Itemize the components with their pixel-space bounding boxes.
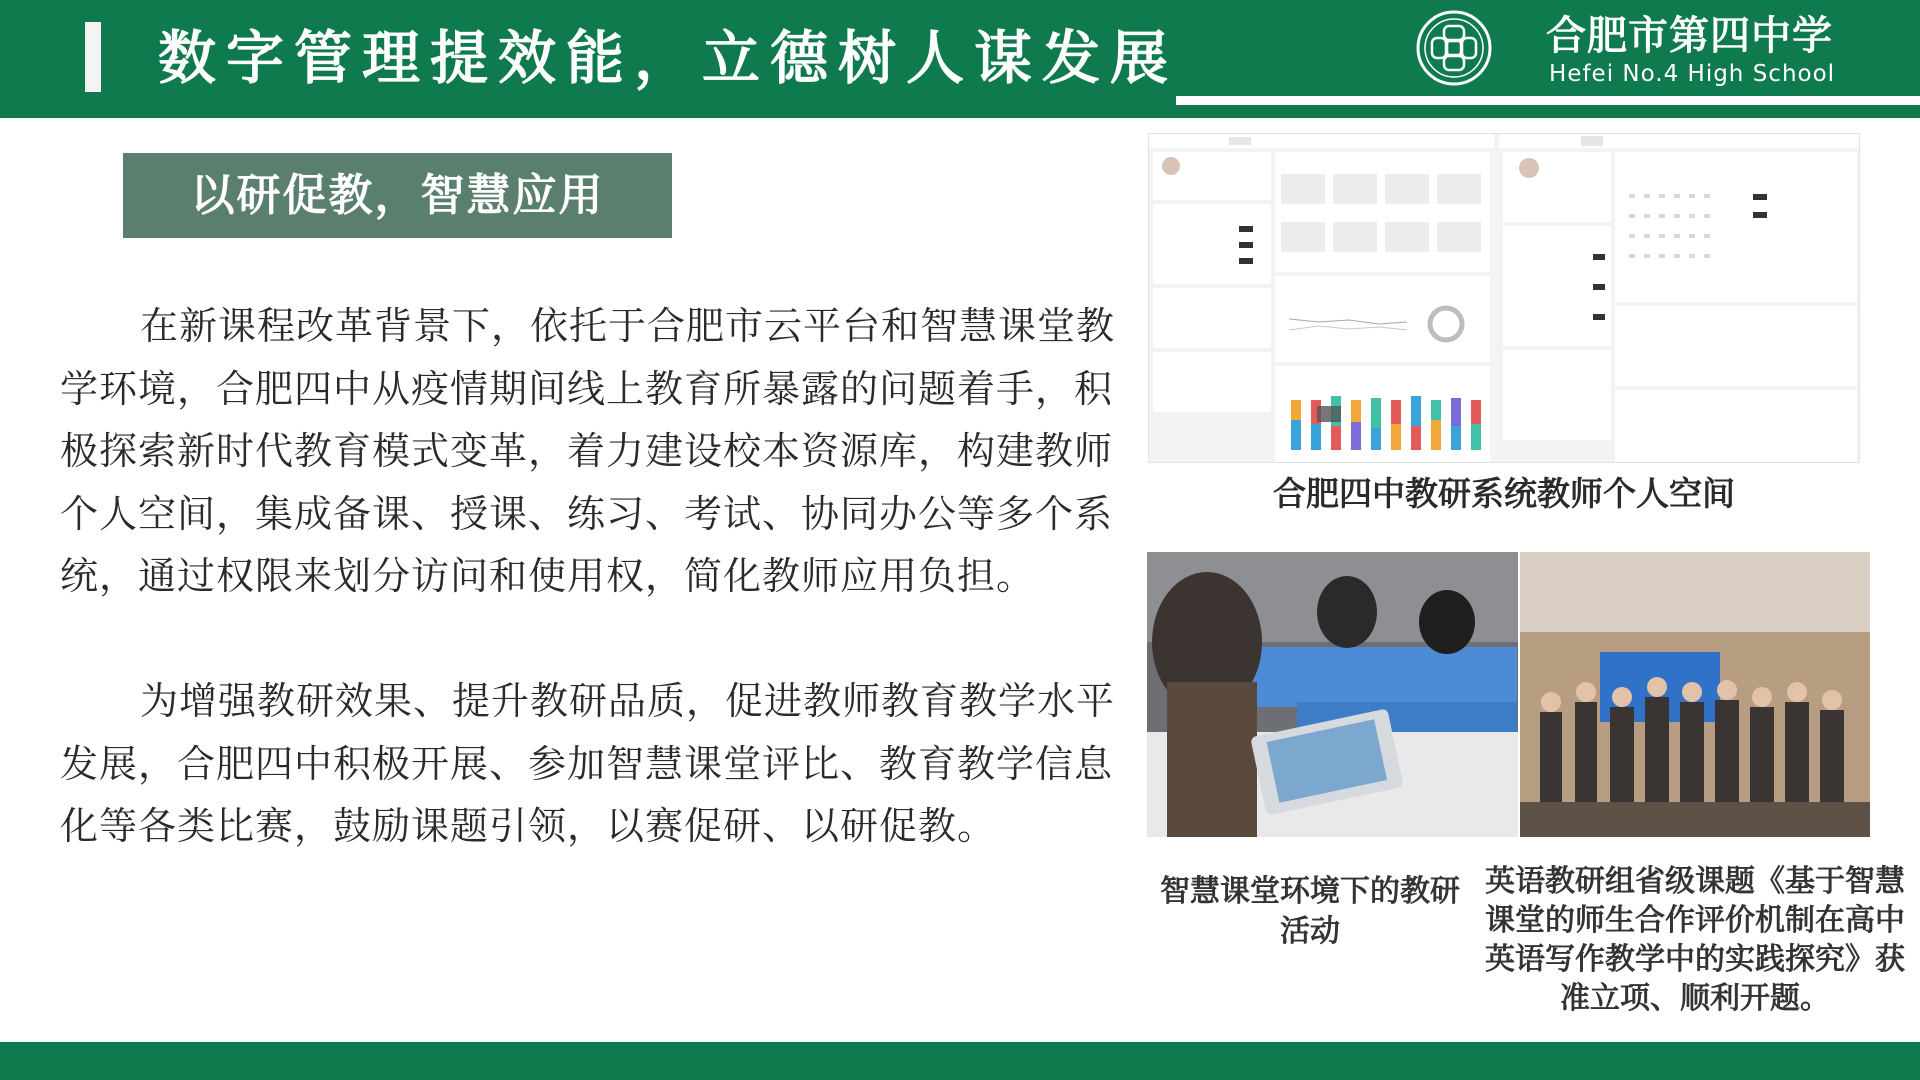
project-opening-group-photo-graphic (1520, 552, 1870, 837)
teacher-space-screenshot-graphic (1149, 134, 1860, 463)
header-banner (0, 0, 1920, 118)
body-paragraph-2: 为增强教研效果、提升教研品质，促进教师教育教学水平发展，合肥四中积极开展、参加智慧课堂评比、教育教学信息化等各类比赛，鼓励课题引领，以赛促研、以研促教。 (60, 679, 1116, 848)
project-opening-group-photo (1520, 552, 1870, 837)
school-seal-icon (1414, 8, 1494, 88)
teacher-space-screenshot (1148, 133, 1860, 463)
photo1-caption: 智慧课堂环境下的教研活动 (1160, 874, 1460, 949)
photo2-caption: 英语教研组省级课题《基于智慧课堂的师生合作评价机制在高中英语写作教学中的实践探究》获准立项、顺利开题。 (1485, 864, 1905, 1016)
classroom-research-photo (1147, 552, 1518, 837)
footer-band (0, 1042, 1920, 1080)
header-divider-line (1176, 96, 1920, 105)
classroom-research-photo-graphic (1147, 552, 1518, 837)
body-paragraph-1: 在新课程改革背景下，依托于合肥市云平台和智慧课堂教学环境，合肥四中从疫情期间线上教育所暴露的问题着手，积极探索新时代教育模式变革，着力建设校本资源库，构建教师个人空间，集成备课、授课、练习、考试、协同办公等多个系统，通过权限来划分访问和使用权，简化教师应用负担。 (60, 304, 1116, 598)
screenshot-caption: 合肥四中教研系统教师个人空间 (1273, 474, 1735, 513)
page-title: 数字管理提效能，立德树人谋发展 (158, 24, 1179, 92)
school-name-english: Hefei No.4 High School (1549, 61, 1836, 87)
school-name-chinese: 合肥市第四中学 (1546, 13, 1833, 59)
section-heading: 以研促教，智慧应用 (123, 153, 672, 238)
header-accent-bar (85, 22, 101, 92)
